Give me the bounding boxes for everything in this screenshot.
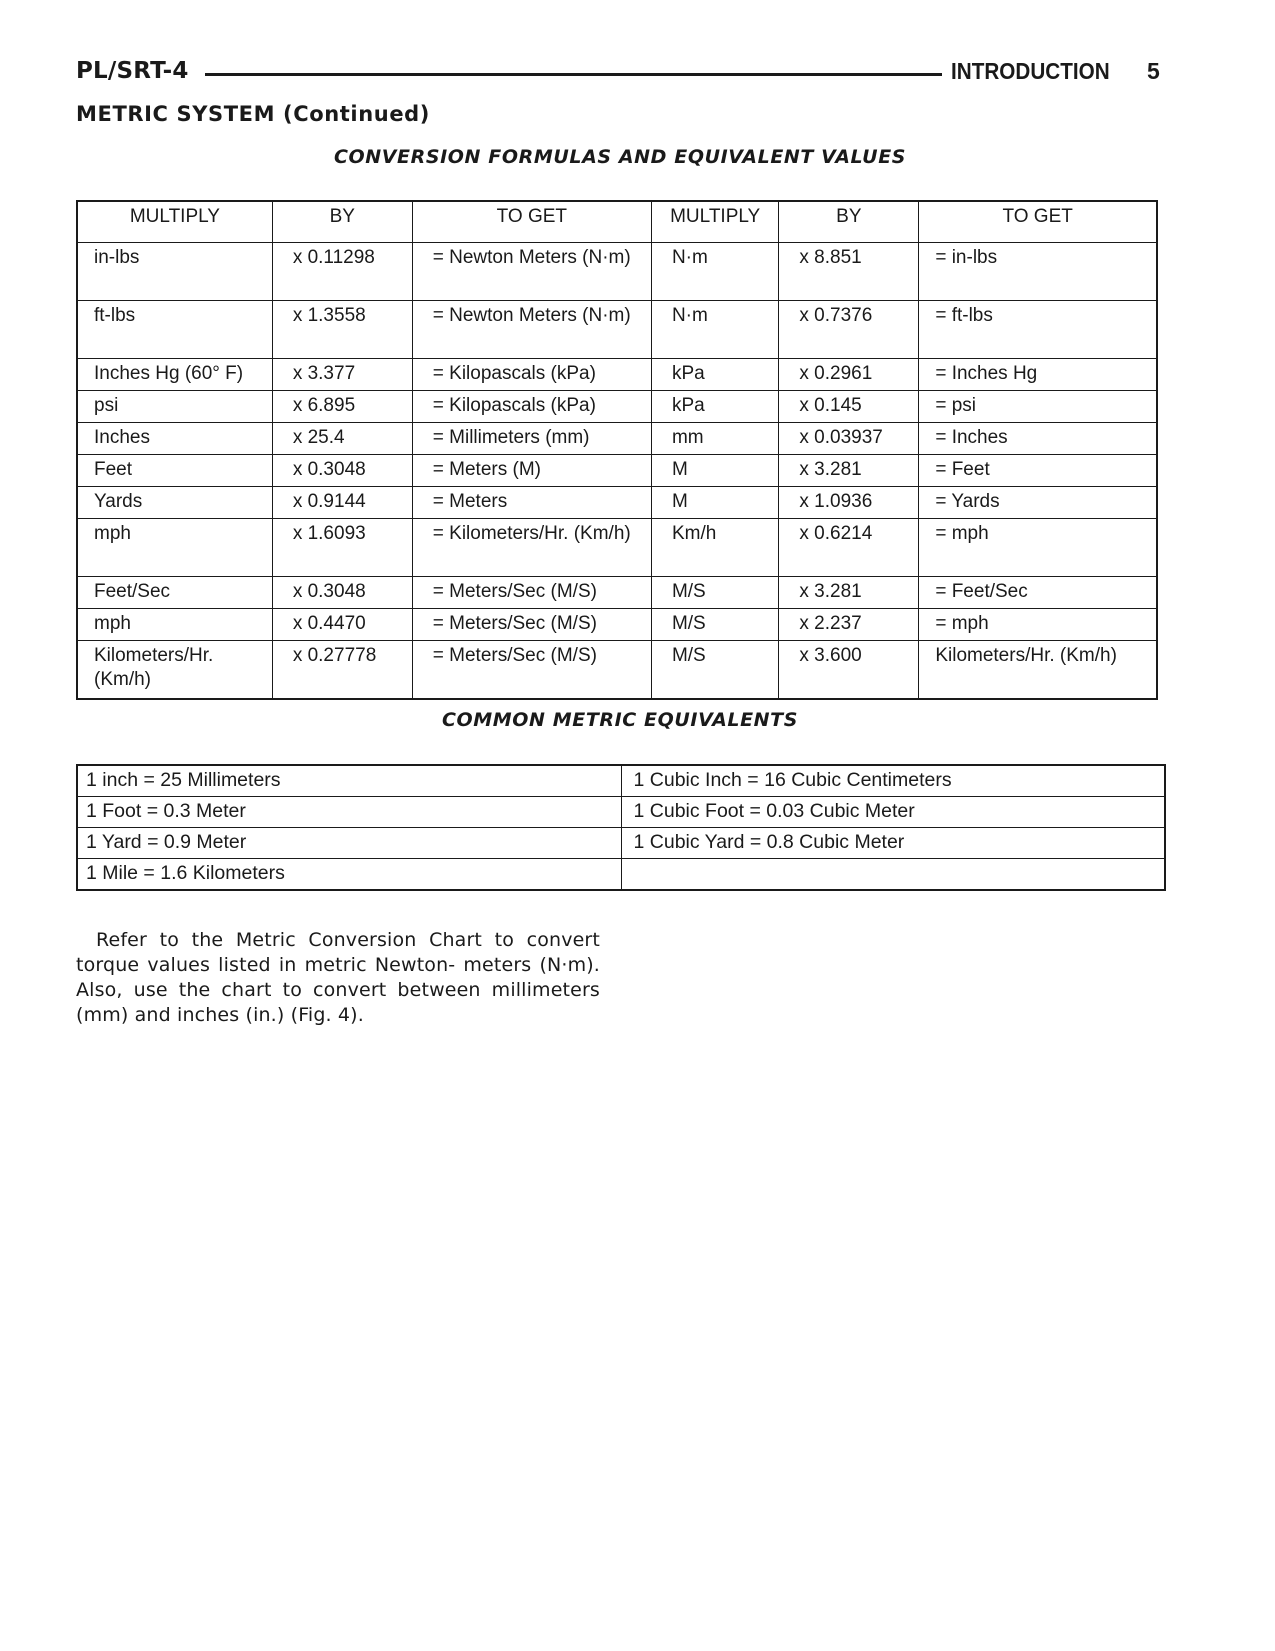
table-cell: Inches [77,423,272,455]
table-cell: = Newton Meters (N·m) [412,301,651,359]
table-cell [621,859,1165,891]
table-cell: x 0.9144 [272,487,412,519]
table-cell: M/S [651,641,778,700]
page-number: 5 [1147,58,1160,84]
table-cell: x 2.237 [779,609,919,641]
table-cell: Kilometers/Hr. (Km/h) [77,641,272,700]
table-cell: Km/h [651,519,778,577]
table-cell: x 3.377 [272,359,412,391]
header-to-get-2: TO GET [919,201,1157,243]
table-row [77,487,1157,519]
table-cell: = Meters/Sec (M/S) [412,577,651,609]
table-row [77,243,1157,301]
table-cell: mph [77,609,272,641]
table-cell: M [651,455,778,487]
table-cell: kPa [651,391,778,423]
body-paragraph: Refer to the Metric Conversion Chart to convert torque values listed in metric Newton- meters (N·m). Also, use the chart to convert between millimeters (mm) and inches (in.) (Fig. 4). [76,929,600,1026]
table-row [77,577,1157,609]
table-cell: = Feet [919,455,1157,487]
table-cell: x 0.145 [779,391,919,423]
table-cell: 1 inch = 25 Millimeters [77,765,621,797]
table-cell: in-lbs [77,243,272,301]
table-row [77,359,1157,391]
table-cell: = ft-lbs [919,301,1157,359]
conversion-header-row [77,201,1157,243]
table-cell: = mph [919,609,1157,641]
table-cell: x 3.600 [779,641,919,700]
table-cell: = Millimeters (mm) [412,423,651,455]
table-cell: x 1.6093 [272,519,412,577]
table-cell: x 1.3558 [272,301,412,359]
table-cell: x 0.03937 [779,423,919,455]
table-row [77,859,1165,891]
table-cell: x 3.281 [779,455,919,487]
table-cell: x 0.2961 [779,359,919,391]
equivalents-table [76,764,1166,891]
table-cell: = Yards [919,487,1157,519]
table-cell: = Inches Hg [919,359,1157,391]
table-cell: Yards [77,487,272,519]
table-cell: x 25.4 [272,423,412,455]
table-cell: x 0.11298 [272,243,412,301]
table-cell: 1 Yard = 0.9 Meter [77,828,621,859]
table-cell: x 0.6214 [779,519,919,577]
table-cell: x 6.895 [272,391,412,423]
table-cell: x 0.3048 [272,455,412,487]
header-by-2: BY [779,201,919,243]
table-row [77,765,1165,797]
table-cell: 1 Foot = 0.3 Meter [77,797,621,828]
chapter-title: INTRODUCTION [951,58,1110,84]
table-cell: 1 Mile = 1.6 Kilometers [77,859,621,891]
table-cell: = Meters/Sec (M/S) [412,609,651,641]
table-row [77,423,1157,455]
table-row [77,301,1157,359]
table-cell: = Meters (M) [412,455,651,487]
table-cell: = Newton Meters (N·m) [412,243,651,301]
table-cell: Feet/Sec [77,577,272,609]
table-cell: Feet [77,455,272,487]
table-cell: = Kilopascals (kPa) [412,391,651,423]
table-cell: = in-lbs [919,243,1157,301]
header-by: BY [272,201,412,243]
table-cell: N·m [651,301,778,359]
table-cell: kPa [651,359,778,391]
table-cell: = Meters [412,487,651,519]
table-cell: x 0.7376 [779,301,919,359]
table-cell: = psi [919,391,1157,423]
table-cell: = Meters/Sec (M/S) [412,641,651,700]
table-row [77,455,1157,487]
table-cell: x 8.851 [779,243,919,301]
header-multiply-2: MULTIPLY [651,201,778,243]
table-row [77,828,1165,859]
table-cell: x 0.27778 [272,641,412,700]
table-cell: 1 Cubic Yard = 0.8 Cubic Meter [621,828,1165,859]
table-row [77,519,1157,577]
table-cell: Inches Hg (60° F) [77,359,272,391]
table-cell: ft-lbs [77,301,272,359]
table-cell: Kilometers/Hr. (Km/h) [919,641,1157,700]
conversion-table [76,200,1158,700]
header-multiply: MULTIPLY [77,201,272,243]
table-cell: x 1.0936 [779,487,919,519]
table-cell: x 3.281 [779,577,919,609]
table-cell: M/S [651,577,778,609]
table-cell: 1 Cubic Foot = 0.03 Cubic Meter [621,797,1165,828]
table-row [77,391,1157,423]
table-cell: 1 Cubic Inch = 16 Cubic Centimeters [621,765,1165,797]
table-cell: mph [77,519,272,577]
header-to-get: TO GET [412,201,651,243]
table-cell: x 0.4470 [272,609,412,641]
table-cell: M [651,487,778,519]
table-row [77,609,1157,641]
table-cell: = mph [919,519,1157,577]
table-cell: = Kilopascals (kPa) [412,359,651,391]
table-cell: N·m [651,243,778,301]
conversion-table-title: CONVERSION FORMULAS AND EQUIVALENT VALUES [333,146,907,168]
header-rule [205,73,942,76]
table-row [77,641,1157,700]
manual-model-label: PL/SRT-4 [76,58,189,84]
table-cell: M/S [651,609,778,641]
table-cell: = Kilometers/Hr. (Km/h) [412,519,651,577]
table-cell: = Feet/Sec [919,577,1157,609]
table-row [77,797,1165,828]
table-cell: = Inches [919,423,1157,455]
section-title: METRIC SYSTEM (Continued) [76,102,431,126]
equivalents-table-title: COMMON METRIC EQUIVALENTS [441,709,799,731]
table-cell: mm [651,423,778,455]
table-cell: x 0.3048 [272,577,412,609]
table-cell: psi [77,391,272,423]
